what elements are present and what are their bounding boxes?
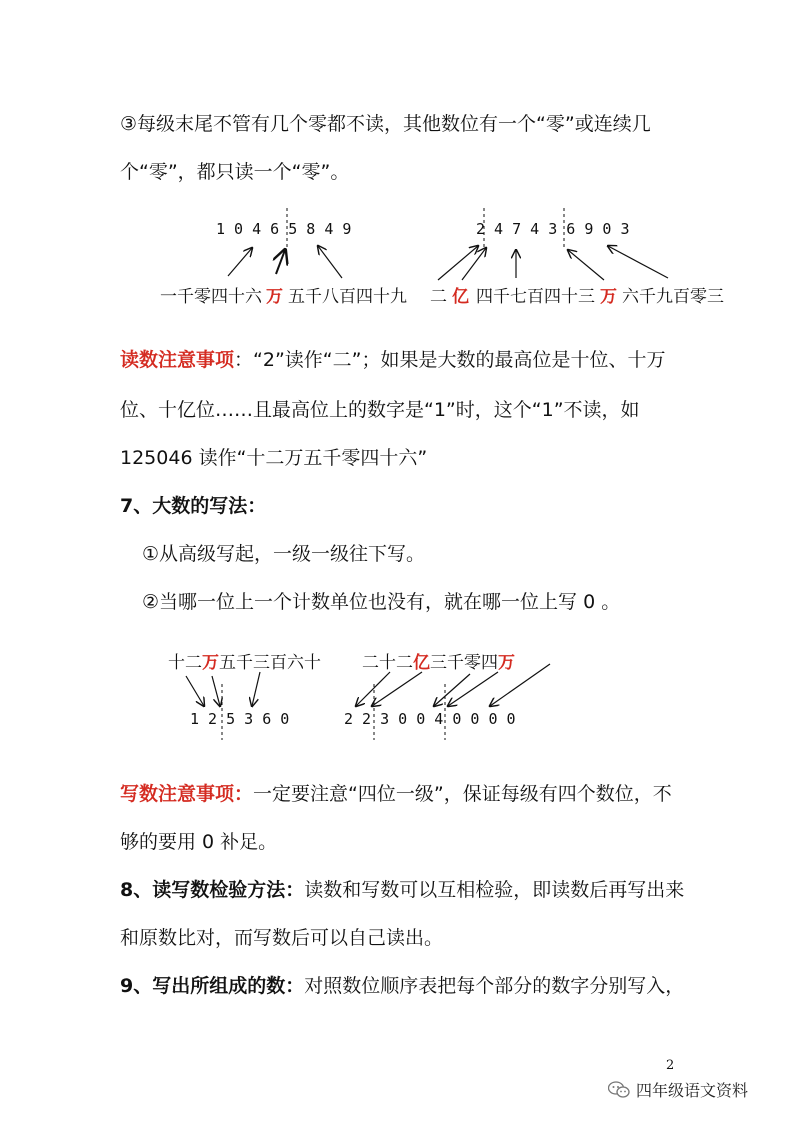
example4-digits: 2 2 3 0 0 4 0 0 0 0 (344, 710, 516, 728)
arrow-ex4-c (448, 672, 498, 706)
section8-heading: 8、读写数检验方法： (120, 879, 305, 901)
arrow-ex2-yi (462, 248, 486, 280)
arrow-ex4-a (356, 672, 390, 706)
section7-heading: 7、大数的写法： (120, 495, 267, 517)
section8-line1 (120, 878, 684, 902)
example4-label-yi: 亿 (413, 653, 430, 673)
arrow-ex3-a (186, 676, 204, 706)
read-note-line3: 125046 读作“十二万五千零四十六” (120, 447, 428, 469)
example3-label-b: 五千三百六十 (219, 653, 321, 673)
example4-label-wan: 万 (498, 653, 515, 673)
write-note-line2: 够的要用 0 补足。 (120, 831, 278, 853)
example3-label-a-text: 十二 (168, 653, 202, 673)
wechat-icon (608, 1081, 630, 1099)
arrow-ex4-yi (372, 672, 422, 706)
example1-label-wan: 万 (266, 287, 283, 307)
example4-label-b: 三千零四 (430, 653, 498, 673)
arrow-ex1-b (318, 246, 342, 278)
section8-line2: 和原数比对，而写数后可以自己读出。 (120, 927, 444, 949)
arrow-ex2-end (608, 246, 668, 278)
write-note-line1 (120, 782, 672, 806)
example3-label-wan: 万 (202, 653, 219, 673)
read-note-title: 读数注意事项 (120, 349, 235, 371)
section9-line1-rest: 对照数位顺序表把每个部分的数字分别写入， (304, 975, 685, 997)
example3-digits: 1 2 5 3 6 0 (190, 710, 290, 728)
example3-label-a (168, 648, 321, 673)
read-note-line1-rest: ：“2”读作“二”；如果是大数的最高位是十位、十万 (234, 349, 666, 371)
example2-label-end: 六千九百零三 (622, 287, 724, 307)
brand-watermark (608, 1078, 748, 1101)
arrow-ex1-a (228, 248, 252, 276)
arrow-ex3-wan (212, 676, 220, 706)
example1-label-a: 一千零四十六 (160, 287, 262, 307)
section8-line1-rest: 读数和写数可以互相检验，即读数后再写出来 (304, 879, 685, 901)
read-note-line2: 位、十亿位……且最高位上的数字是“1”时，这个“1”不读，如 (120, 399, 640, 421)
example2-digits: 2 4 7 4 3 6 9 0 3 (476, 220, 630, 238)
brand-text: 四年级语文资料 (636, 1081, 749, 1100)
arrow-ex4-b (434, 674, 470, 706)
section7-item2: ②当哪一位上一个计数单位也没有，就在哪一位上写 0 。 (142, 591, 621, 613)
example4-label-a: 二十二 (362, 653, 413, 673)
read-note-line1 (120, 348, 665, 372)
example2-label-er: 二 (430, 287, 447, 307)
write-note-title: 写数注意事项： (120, 783, 254, 805)
arrow-ex3-b (252, 672, 260, 706)
write-note-line1-rest: 一定要注意“四位一级”，保证每级有四个数位，不 (253, 783, 672, 805)
example2-label-yi: 亿 (452, 287, 469, 307)
section9-heading: 9、写出所组成的数： (120, 975, 305, 997)
rule3-line2: 个“零”，都只读一个“零”。 (120, 161, 350, 183)
rule3-line1: ③每级末尾不管有几个零都不读，其他数位有一个“零”或连续几 (120, 113, 651, 135)
example4-labels (362, 648, 515, 673)
section9-line1 (120, 974, 684, 998)
example2-label-mid: 四千七百四十三 (476, 287, 595, 307)
page-number: 2 (666, 1058, 675, 1073)
example1-label-b: 五千八百四十九 (288, 287, 407, 307)
arrow-ex1-wan (276, 250, 285, 274)
arrow-ex2-er (438, 246, 478, 280)
section7-item1: ①从高级写起，一级一级往下写。 (142, 543, 426, 565)
example2-label-wan: 万 (600, 287, 617, 307)
arrow-ex2-wan (568, 250, 604, 280)
example1-digits: 1 0 4 6 5 8 4 9 (216, 220, 352, 238)
